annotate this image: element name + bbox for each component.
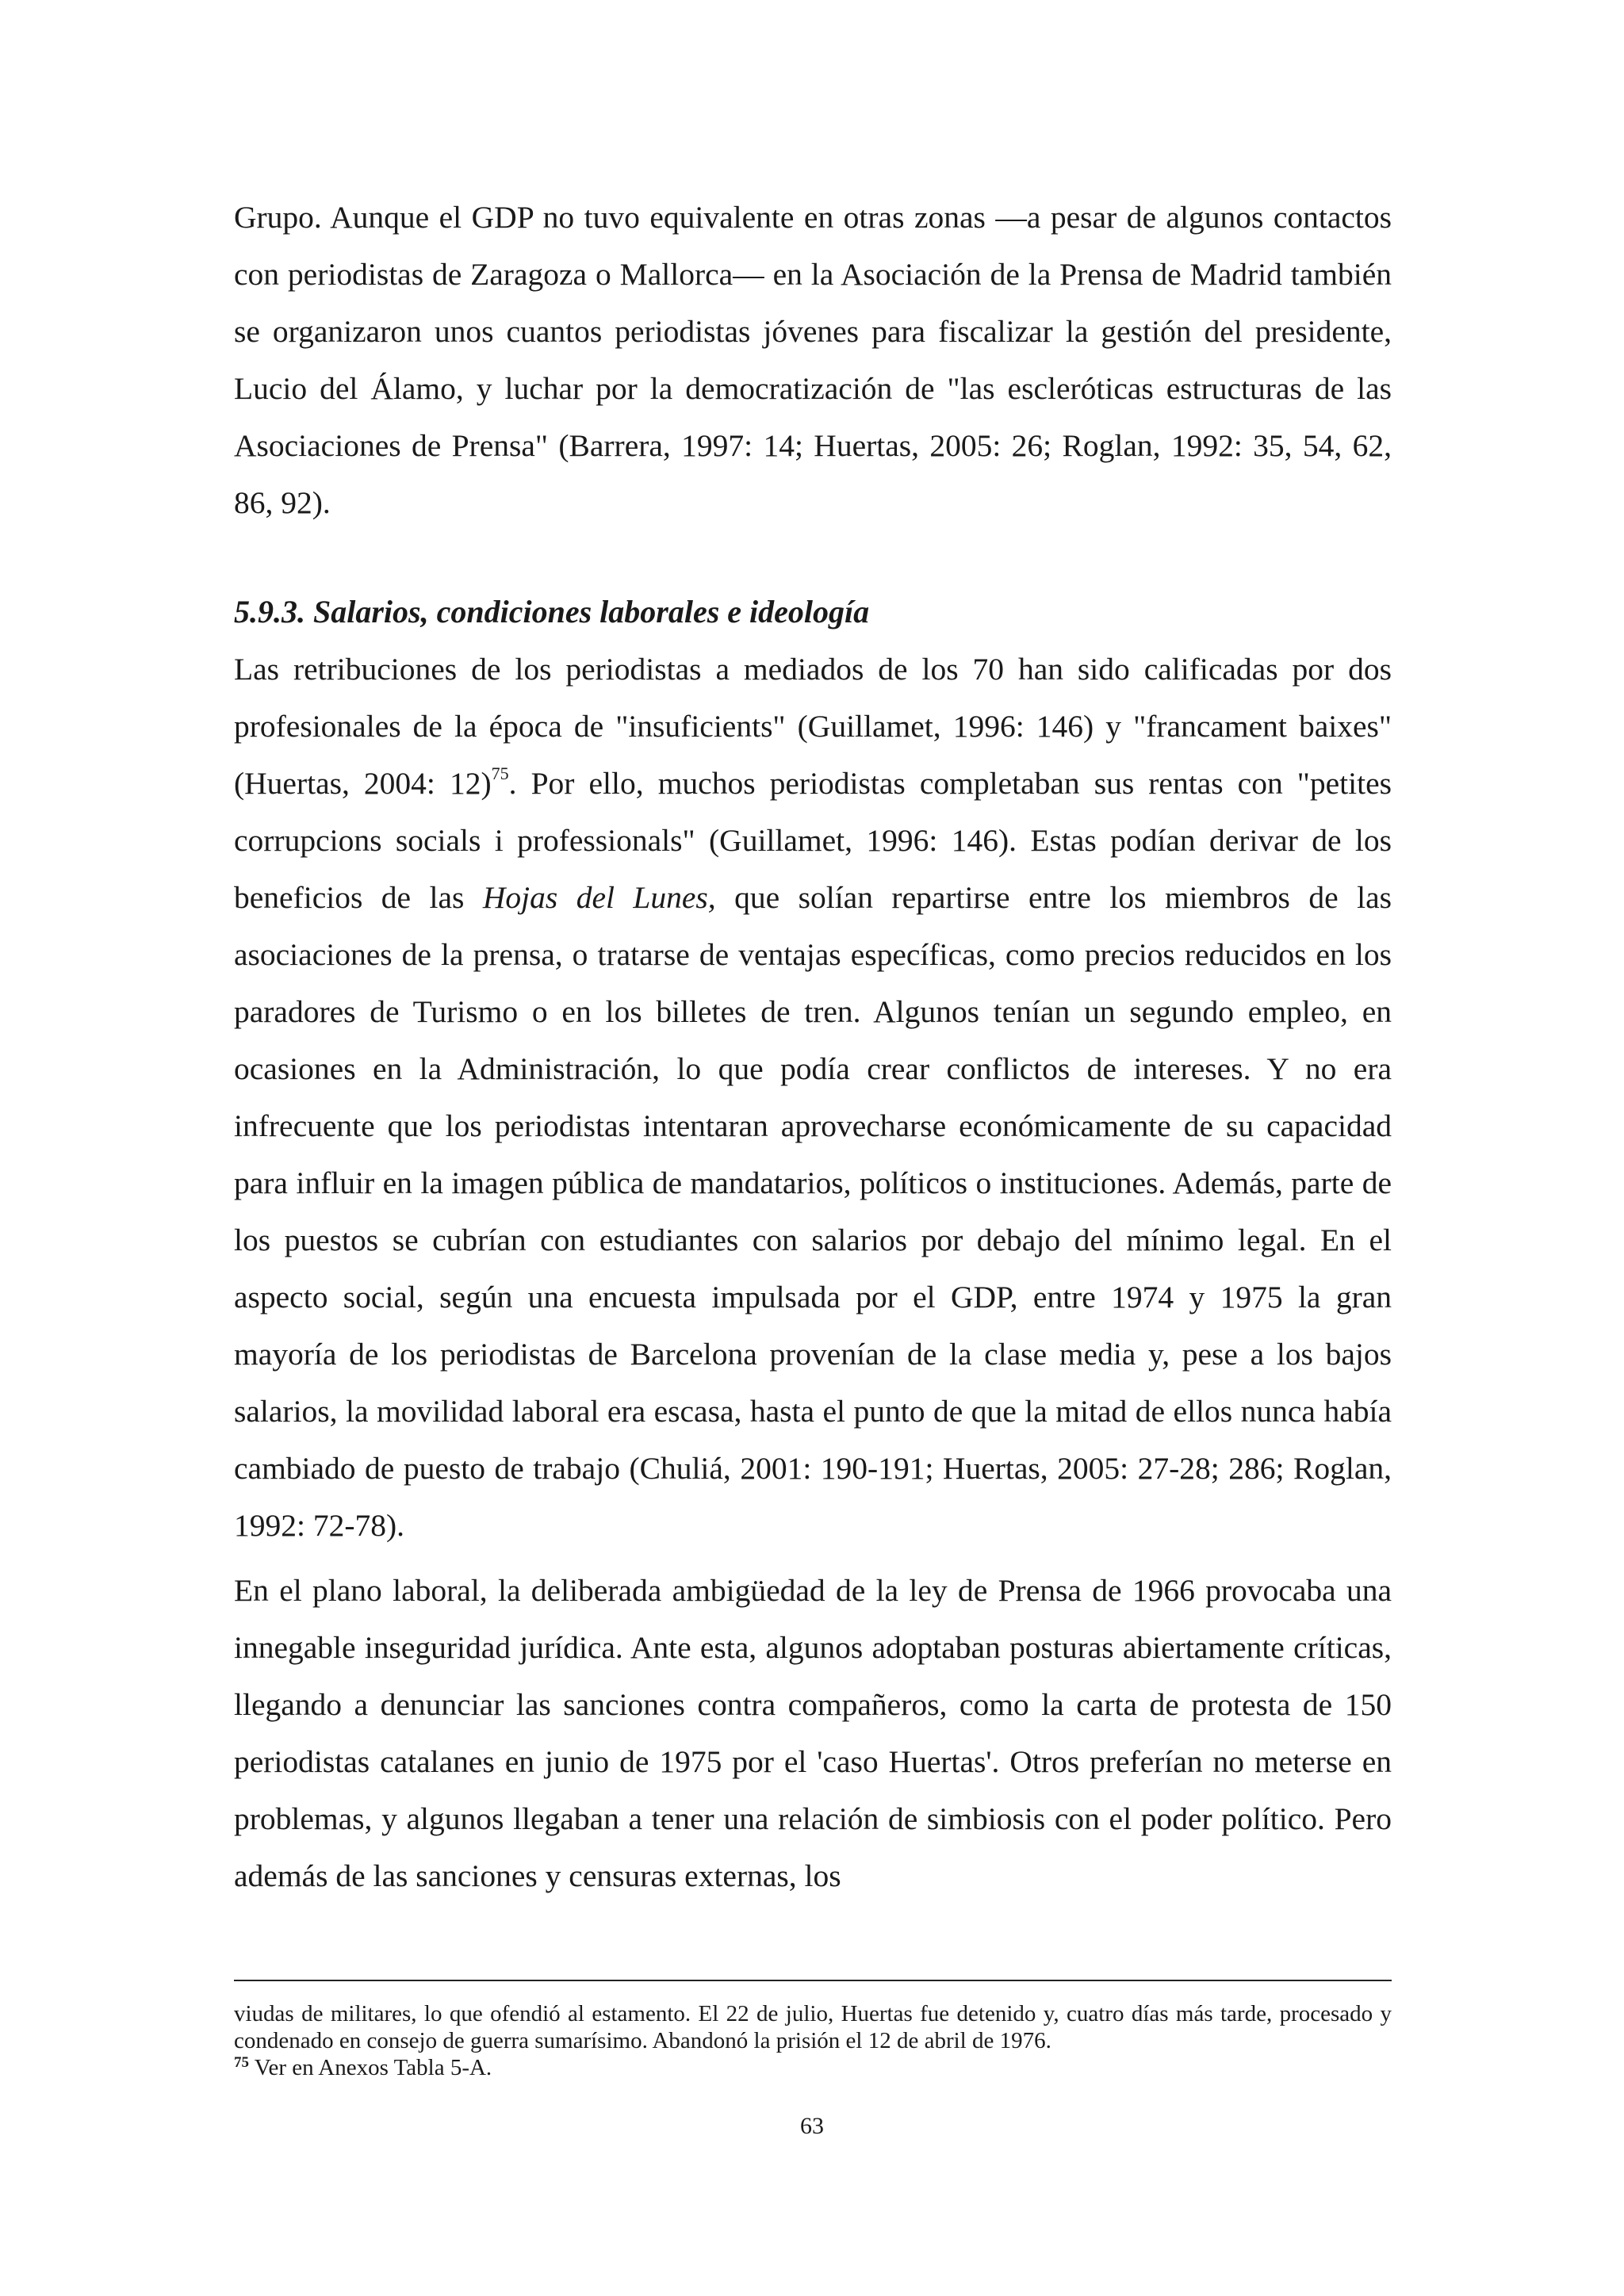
footnote-75 xyxy=(234,2054,1392,2081)
paragraph-retribuciones xyxy=(234,641,1392,1554)
paragraph-plano-laboral: En el plano laboral, la deliberada ambigüedad de la ley de Prensa de 1966 provocaba una innegable inseguridad jurídica. Ante esta, algunos adoptaban posturas abiertamente críticas, llegando a denunciar las sanciones contra compañeros, como la carta de protesta de 150 periodistas catalanes en junio de 1975 por el 'caso Huertas'. Otros preferían no meterse en problemas, y algunos llegaban a tener una relación de simbiosis con el poder político. Pero además de las sanciones y censuras externas, los xyxy=(234,1573,1392,1893)
footnote-separator xyxy=(234,1980,1392,1981)
paragraph-text: que solían repartirse entre los miembros de las asociaciones de la prensa, o tratarse de ventajas específicas, como precios reducidos en los paradores de Turismo o en los billetes de tren. Algunos tenían un segundo empleo, en ocasiones en la Administración, lo que podía crear conflictos de intereses. Y no era infrecuente que los periodistas intentaran aprovecharse económicamente de su capacidad para influir en la imagen pública de mandatarios, políticos o instituciones. Además, parte de los puestos se cubrían con estudiantes con salarios por debajo del mínimo legal. En el aspecto social, según una encuesta impulsada por el GDP, entre 1974 y 1975 la gran mayoría de los periodistas de Barcelona provenían de la clase media y, pese a los bajos salarios, la movilidad laboral era escasa, hasta el punto de que la mitad de ellos nunca había cambiado de puesto de trabajo (Chuliá, 2001: 190-191; Huertas, 2005: 27-28; 286; Roglan, 1992: 72-78). xyxy=(234,880,1392,1543)
footnotes-area xyxy=(234,1980,1392,2081)
page-body xyxy=(234,189,1392,1904)
italic-title: Hojas del Lunes, xyxy=(482,880,716,915)
paragraph-text: Las retribuciones de los periodistas a mediados de los 70 han sido calificadas por dos profesionales de la época de "insuficients" (Guillamet, 1996: 146) y "francament baixes" (Huertas, 2004: 12) xyxy=(234,652,1392,801)
footnote-text: Ver en Anexos Tabla 5-A. xyxy=(249,2055,492,2080)
paragraph-grupo: Grupo. Aunque el GDP no tuvo equivalente en otras zonas —a pesar de algunos contactos con periodistas de Zaragoza o Mallorca— en la Asociación de la Prensa de Madrid también se organizaron unos cuantos periodistas jóvenes para fiscalizar la gestión del presidente, Lucio del Álamo, y luchar por la democratización de "las escleróticas estructuras de las Asociaciones de Prensa" (Barrera, 1997: 14; Huertas, 2005: 26; Roglan, 1992: 35, 54, 62, 86, 92). xyxy=(234,200,1392,520)
footnote-reference-75[interactable]: 75 xyxy=(491,763,509,783)
paragraph-text: . Por ello, muchos periodistas completaban sus rentas con "petites corrupcions socials i professionals" (Guillamet, 1996: 146). Estas podían derivar de los beneficios de las xyxy=(234,766,1392,915)
section-heading: 5.9.3. Salarios, condiciones laborales e ideología xyxy=(234,594,870,629)
page-number: 63 xyxy=(800,2113,824,2139)
footnote-mark: 75 xyxy=(234,2054,249,2071)
footnote-continued: viudas de militares, lo que ofendió al estamento. El 22 de julio, Huertas fue detenido y, cuatro días más tarde, procesado y condenado en consejo de guerra sumarísimo. Abandonó la prisión el 12 de abril de 1976. xyxy=(234,2001,1392,2053)
